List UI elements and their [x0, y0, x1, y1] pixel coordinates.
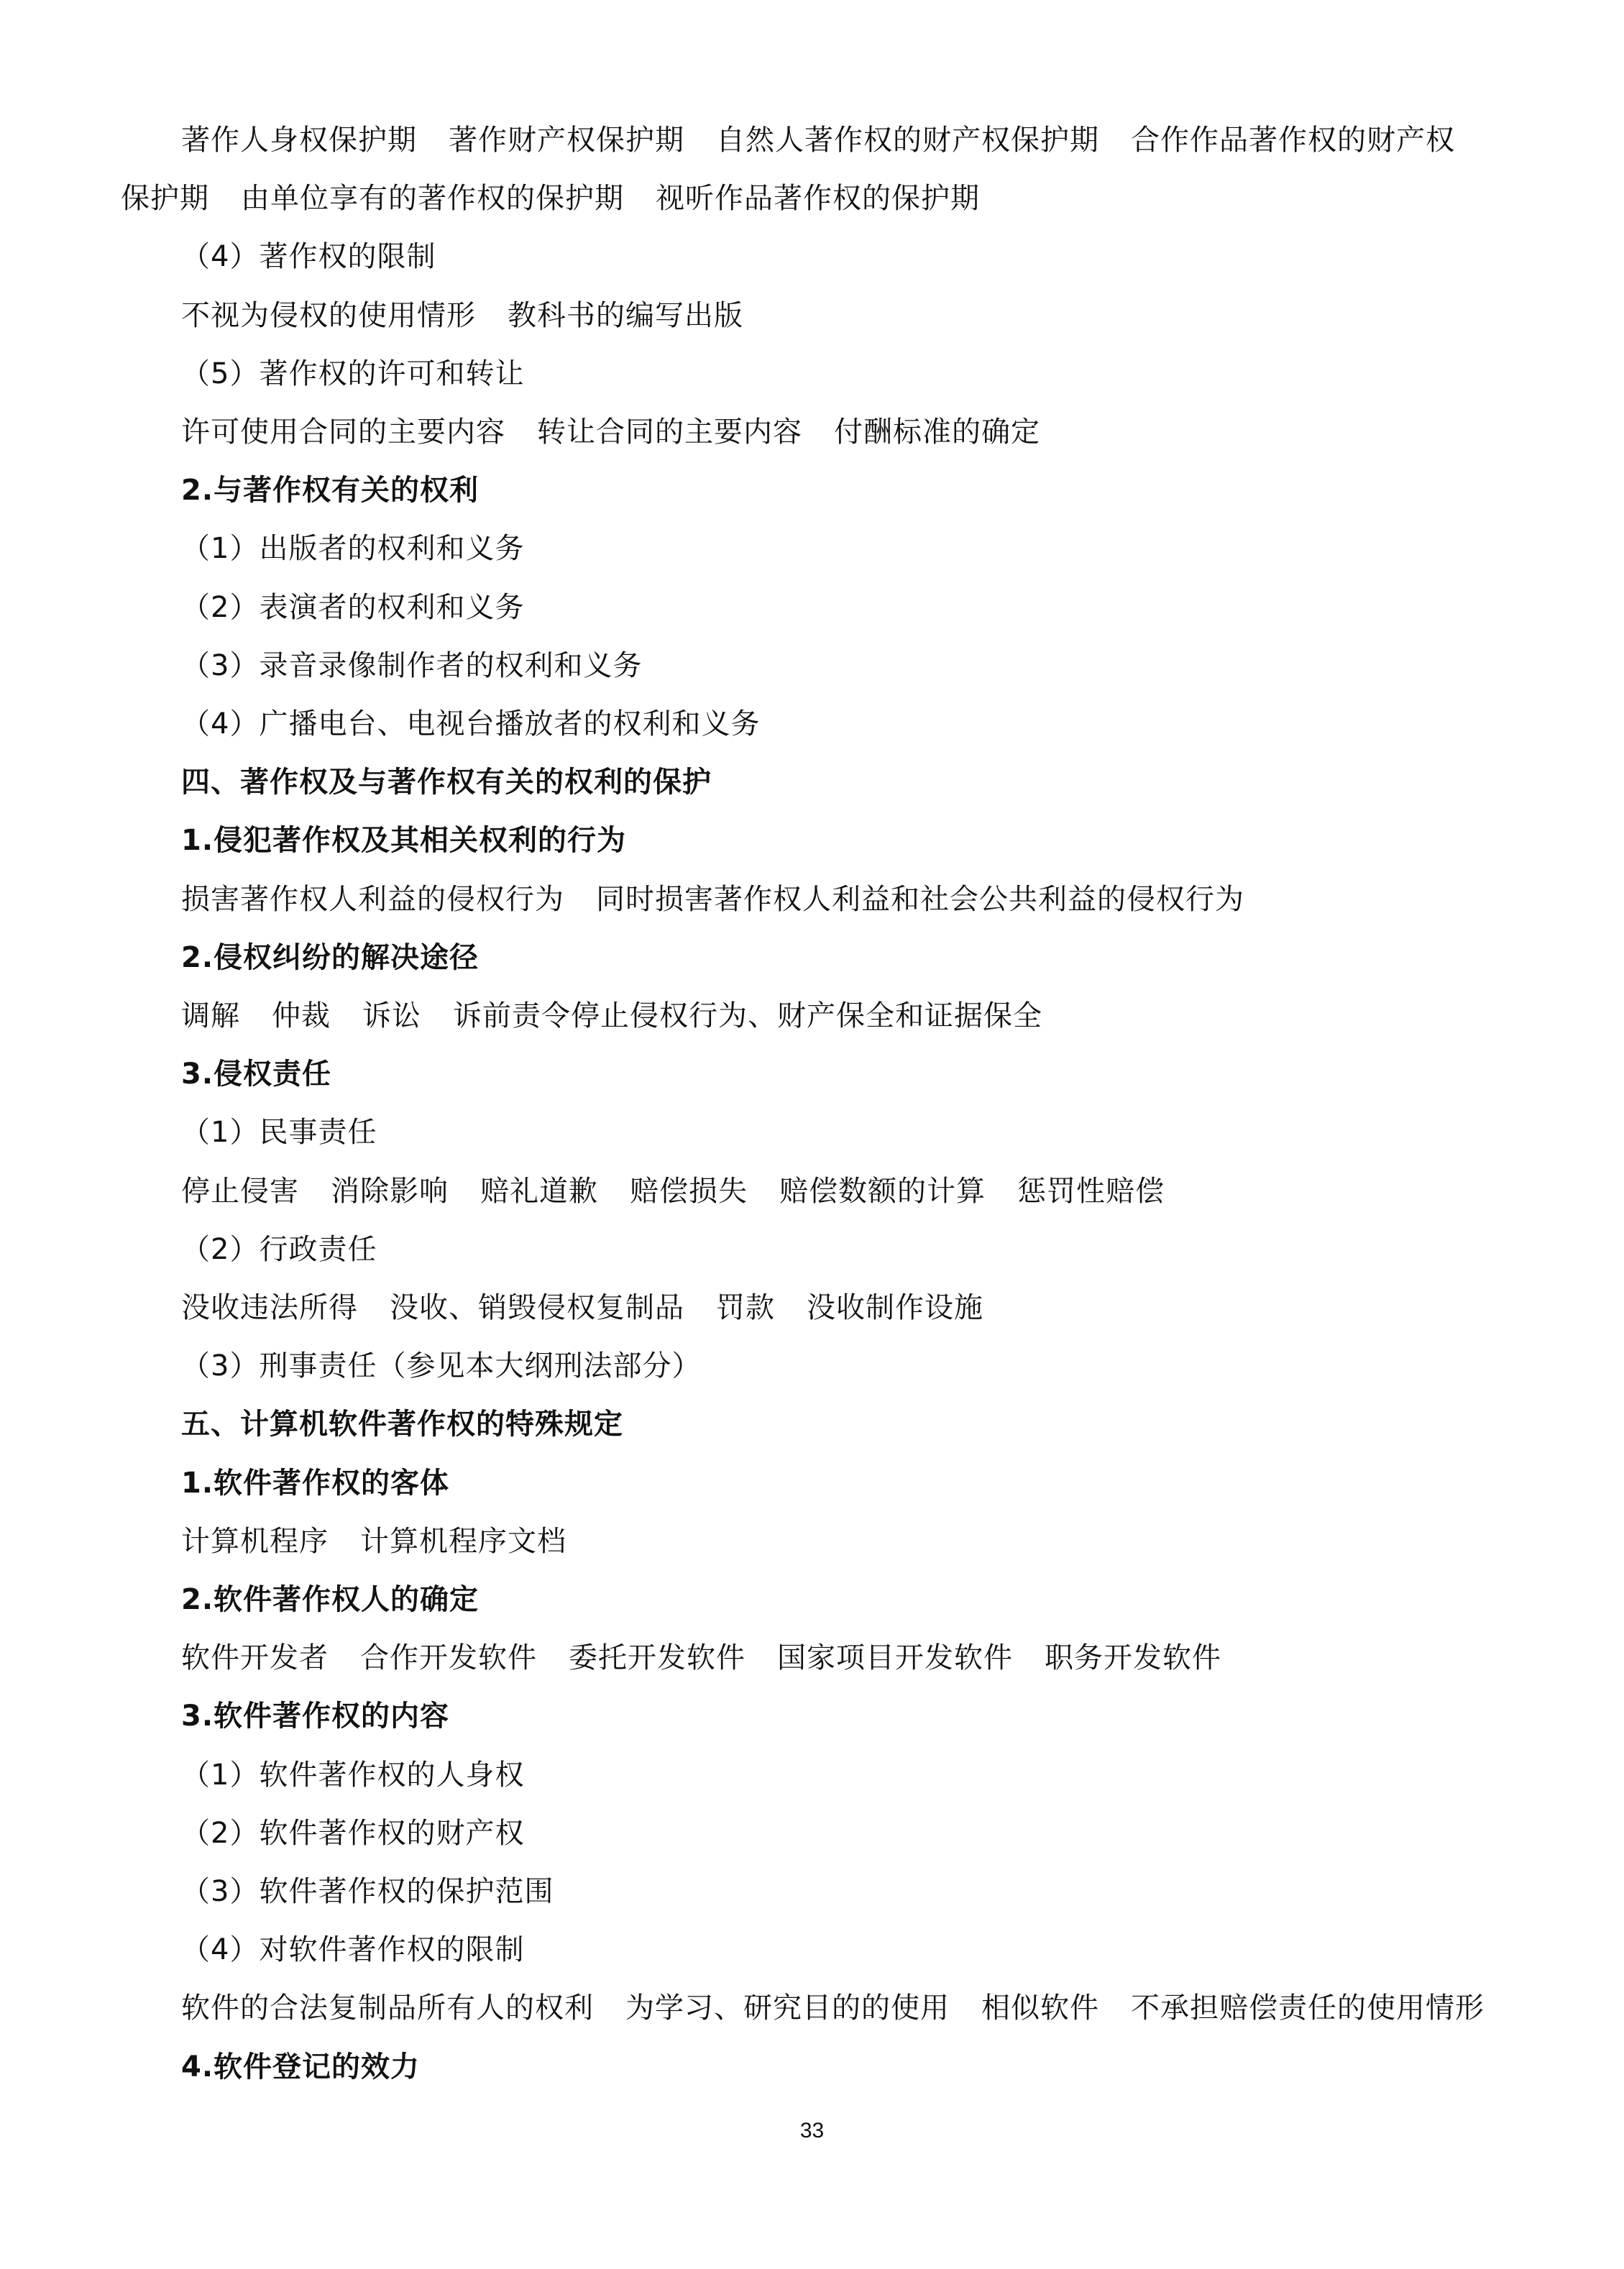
term-item: 转让合同的主要内容	[537, 416, 802, 449]
term-list-line	[181, 1170, 1165, 1213]
subsection-line: （2）软件著作权的财产权	[181, 1817, 525, 1850]
subsection-line: （1）民事责任	[181, 1116, 377, 1149]
term-list-line	[181, 1286, 983, 1329]
term-item: 停止侵害	[181, 1175, 299, 1208]
term-item: 著作财产权保护期	[449, 124, 684, 157]
subsection-line: （2）行政责任	[181, 1233, 377, 1266]
term-item: 赔礼道歉	[480, 1175, 598, 1208]
section-heading: 3.侵权责任	[181, 1058, 332, 1091]
section-heading: 2.与著作权有关的权利	[181, 474, 480, 507]
section-heading: 五、计算机软件著作权的特殊规定	[181, 1408, 623, 1441]
page-number: 33	[799, 2119, 825, 2142]
section-heading: 2.软件著作权人的确定	[181, 1583, 480, 1616]
subsection-line: （5）著作权的许可和转让	[181, 357, 525, 390]
term-item: 国家项目开发软件	[777, 1641, 1013, 1674]
subsection-line: （3）软件著作权的保护范围	[181, 1875, 554, 1908]
term-item: 赔偿数额的计算	[779, 1175, 986, 1208]
subsection-line: （3）刑事责任（参见本大纲刑法部分）	[181, 1349, 702, 1383]
term-list-line	[121, 177, 980, 220]
term-item: 保护期	[121, 182, 209, 215]
term-item: 不承担赔偿责任的使用情形	[1131, 1991, 1485, 2025]
term-item: 没收制作设施	[807, 1291, 983, 1324]
subsection-line: （2）表演者的权利和义务	[181, 591, 525, 624]
term-item: 仲裁	[272, 999, 331, 1032]
term-item: 教科书的编写出版	[508, 299, 743, 332]
term-list-line	[181, 294, 743, 337]
section-heading: 4.软件登记的效力	[181, 2050, 421, 2084]
section-heading: 四、著作权及与著作权有关的权利的保护	[181, 766, 712, 799]
term-item: 合作开发软件	[360, 1641, 537, 1674]
term-item: 没收违法所得	[181, 1291, 358, 1324]
term-list-line	[181, 1636, 1221, 1679]
term-list-line	[181, 994, 1042, 1037]
term-item: 调解	[181, 999, 240, 1032]
term-item: 没收、销毁侵权复制品	[390, 1291, 684, 1324]
term-item: 损害著作权人利益的侵权行为	[181, 883, 564, 916]
term-item: 职务开发软件	[1045, 1641, 1221, 1674]
term-item: 诉前责令停止侵权行为、财产保全和证据保全	[453, 999, 1042, 1032]
term-item: 赔偿损失	[630, 1175, 748, 1208]
subsection-line: （4）著作权的限制	[181, 240, 436, 273]
term-item: 诉讼	[362, 999, 421, 1032]
term-item: 同时损害著作权人利益和社会公共利益的侵权行为	[596, 883, 1244, 916]
subsection-line: （1）软件著作权的人身权	[181, 1759, 525, 1792]
term-list-line	[181, 1986, 1485, 2030]
term-item: 自然人著作权的财产权保护期	[716, 124, 1099, 157]
term-item: 软件的合法复制品所有人的权利	[181, 1991, 594, 2025]
term-item: 不视为侵权的使用情形	[181, 299, 476, 332]
term-list-line	[181, 411, 1040, 454]
term-item: 付酬标准的确定	[834, 416, 1040, 449]
subsection-line: （4）对软件著作权的限制	[181, 1933, 525, 1966]
subsection-line: （4）广播电台、电视台播放者的权利和义务	[181, 707, 761, 741]
section-heading: 1.软件著作权的客体	[181, 1467, 450, 1500]
subsection-line: （1）出版者的权利和义务	[181, 532, 525, 565]
term-list-line	[181, 1520, 566, 1563]
term-item: 视听作品著作权的保护期	[656, 182, 980, 215]
term-item: 惩罚性赔偿	[1017, 1175, 1165, 1208]
section-heading: 3.软件著作权的内容	[181, 1700, 450, 1733]
term-item: 为学习、研究目的的使用	[625, 1991, 950, 2025]
term-item: 委托开发软件	[569, 1641, 746, 1674]
term-item: 软件开发者	[181, 1641, 329, 1674]
section-heading: 1.侵犯著作权及其相关权利的行为	[181, 824, 627, 857]
term-item: 计算机程序	[181, 1525, 329, 1558]
term-item: 由单位享有的著作权的保护期	[241, 182, 624, 215]
term-item: 相似软件	[981, 1991, 1099, 2025]
term-item: 著作人身权保护期	[181, 124, 417, 157]
subsection-line: （3）录音录像制作者的权利和义务	[181, 649, 643, 682]
term-item: 罚款	[716, 1291, 775, 1324]
term-item: 合作作品著作权的财产权	[1131, 124, 1455, 157]
term-list-line	[181, 878, 1244, 921]
term-item: 消除影响	[331, 1175, 449, 1208]
section-heading: 2.侵权纠纷的解决途径	[181, 941, 480, 974]
term-list-line	[181, 119, 1455, 162]
term-item: 计算机程序文档	[360, 1525, 566, 1558]
term-item: 许可使用合同的主要内容	[181, 416, 505, 449]
